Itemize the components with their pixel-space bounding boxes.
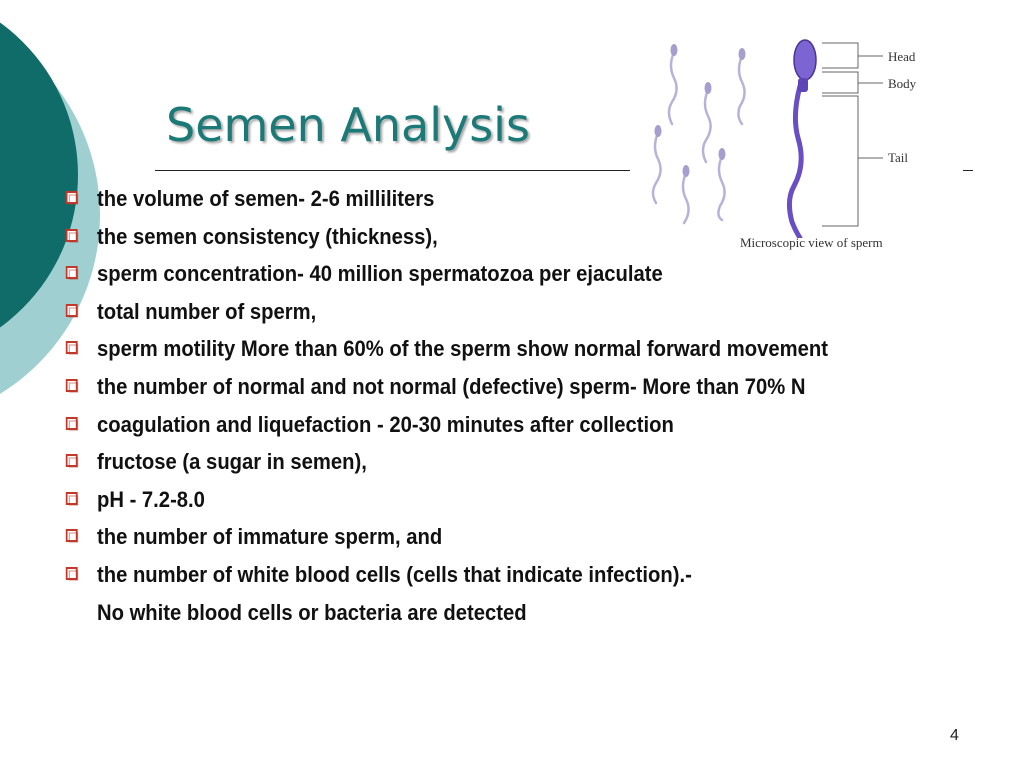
label-head: Head — [888, 49, 916, 64]
label-tail: Tail — [888, 150, 909, 165]
checkbox-bullet-icon — [66, 266, 79, 280]
checkbox-bullet-icon — [66, 229, 79, 243]
checkbox-bullet-icon — [66, 379, 79, 393]
bullet-text: the number of immature sperm, and — [96, 524, 443, 550]
checkbox-bullet-icon — [66, 341, 79, 355]
slide-title: Semen Analysis — [166, 98, 530, 152]
checkbox-bullet-icon — [66, 191, 79, 205]
bullet-item — [62, 371, 828, 409]
bullet-item — [62, 296, 828, 334]
bullet-text: fructose (a sugar in semen), — [96, 449, 367, 475]
bullet-text: sperm concentration- 40 million spermatozoa per ejaculate — [96, 261, 663, 287]
label-body: Body — [888, 76, 917, 91]
checkbox-bullet-icon — [66, 492, 79, 506]
bullet-text: pH - 7.2-8.0 — [96, 486, 205, 512]
bullet-text: the volume of semen- 2-6 milliliters — [96, 186, 435, 211]
bullet-item — [62, 446, 828, 484]
bullet-item — [62, 258, 828, 296]
bullet-continuation — [62, 597, 828, 635]
checkbox-bullet-icon — [66, 529, 79, 543]
checkbox-bullet-icon — [66, 417, 79, 431]
bullet-text: sperm motility More than 60% of the sperm show normal forward movement — [96, 336, 829, 362]
bullet-text: the semen consistency (thickness), — [96, 223, 438, 249]
bullet-item — [62, 484, 828, 522]
page-number: 4 — [950, 727, 959, 744]
bullet-text: total number of sperm, — [96, 298, 317, 324]
bullet-item — [62, 409, 828, 447]
bullet-item — [62, 183, 828, 221]
checkbox-bullet-icon — [66, 304, 79, 318]
bullet-item — [62, 559, 828, 597]
bullet-text: coagulation and liquefaction - 20-30 minutes after collection — [96, 411, 674, 437]
bullet-item — [62, 521, 828, 559]
bullet-item — [62, 221, 828, 259]
bullet-text: the number of white blood cells (cells that indicate infection).- — [96, 561, 692, 587]
title-underline — [155, 170, 630, 171]
bullet-list — [62, 183, 895, 634]
checkbox-bullet-icon — [66, 567, 79, 581]
bullet-item — [62, 333, 828, 371]
figure-caption: Microscopic view of sperm — [740, 235, 883, 250]
bullet-text: the number of normal and not normal (defective) sperm- More than 70% N — [96, 373, 806, 399]
continuation-text: No white blood cells or bacteria are detected — [96, 599, 527, 625]
checkbox-bullet-icon — [66, 454, 79, 468]
